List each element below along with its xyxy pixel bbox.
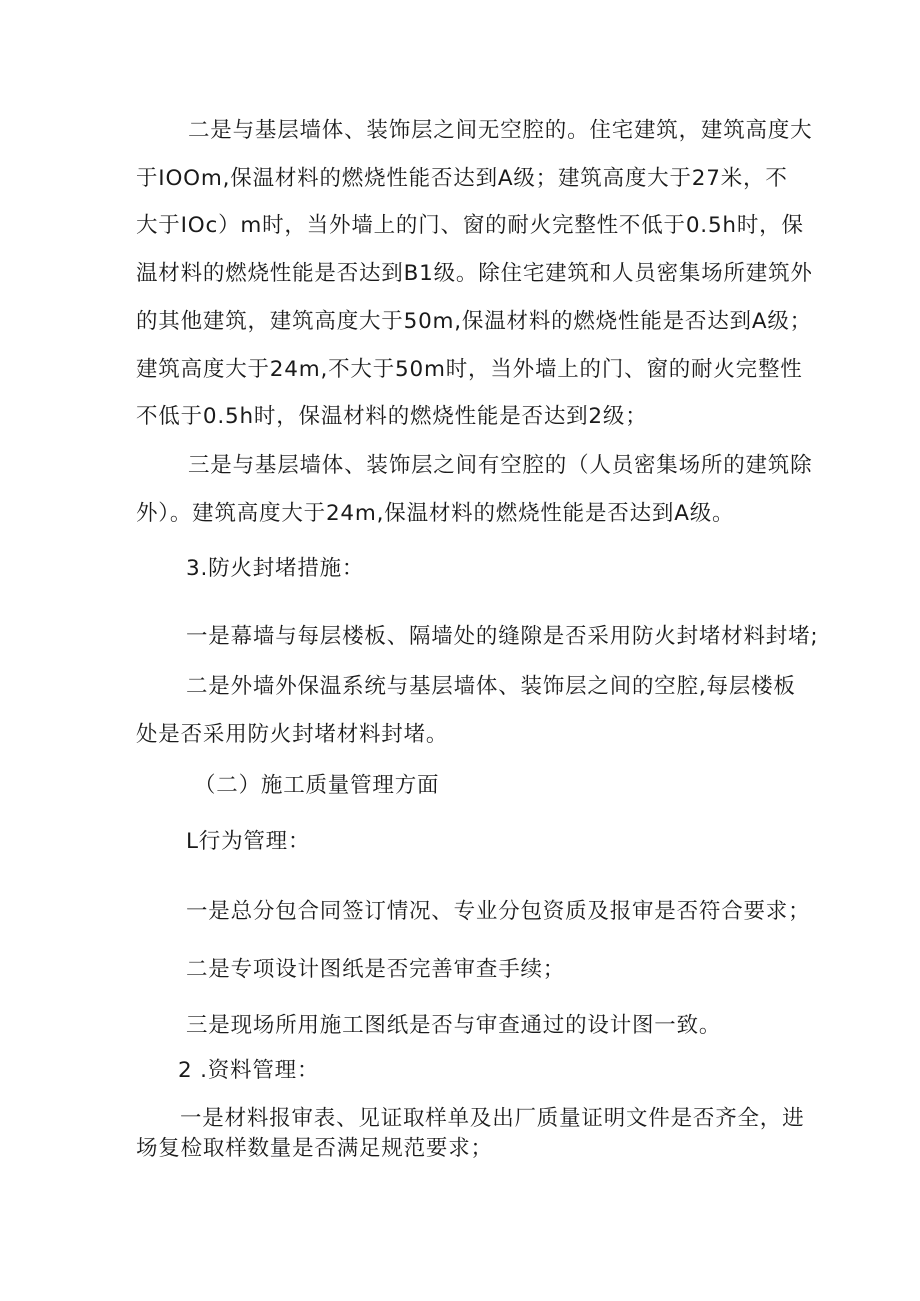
- paragraph-line: 大于IOc）m时，当外墙上的门、窗的耐火完整性不低于0.5h时，保: [136, 213, 804, 238]
- paragraph-line: 二是专项设计图纸是否完善审查手续；: [186, 957, 566, 982]
- paragraph-line: 处是否采用防火封堵材料封堵。: [136, 722, 449, 747]
- section-heading: （二）施工质量管理方面: [194, 773, 440, 798]
- paragraph-line: 二是与基层墙体、装饰层之间无空腔的。住宅建筑，建筑高度大: [188, 118, 813, 143]
- paragraph-line: 三是与基层墙体、装饰层之间有空腔的（人员密集场所的建筑除: [188, 453, 813, 478]
- section-heading: L行为管理：: [186, 829, 311, 854]
- paragraph-line: 建筑高度大于24m,不大于50m时，当外墙上的门、窗的耐火完整性: [136, 357, 803, 382]
- section-heading: 3.防火封堵措施：: [186, 556, 365, 581]
- paragraph-line: 外）。建筑高度大于24m,保温材料的燃烧性能是否达到A级。: [136, 501, 735, 526]
- section-heading: 2 .资料管理：: [178, 1058, 320, 1083]
- paragraph-line: 一是总分包合同签订情况、专业分包资质及报审是否符合要求；: [186, 899, 811, 924]
- paragraph-line: 二是外墙外保温系统与基层墙体、装饰层之间的空腔,每层楼板: [186, 674, 796, 699]
- paragraph-line: 三是现场所用施工图纸是否与审查通过的设计图一致。: [186, 1013, 722, 1038]
- paragraph-line: 不低于0.5h时，保温材料的燃烧性能是否达到2级；: [136, 404, 648, 429]
- paragraph-line: 的其他建筑，建筑高度大于50m,保温材料的燃烧性能是否达到A级；: [136, 309, 812, 334]
- paragraph-line: 一是幕墙与每层楼板、隔墙处的缝隙是否采用防火封堵材料封堵;: [186, 624, 819, 649]
- paragraph-line: 于IOOm,保温材料的燃烧性能否达到A级；建筑高度大于27米，不: [136, 166, 788, 191]
- paragraph-line: 场复检取样数量是否满足规范要求；: [136, 1136, 493, 1161]
- paragraph-line: 一是材料报审表、见证取样单及出厂质量证明文件是否齐全，进: [180, 1106, 805, 1131]
- paragraph-line: 温材料的燃烧性能是否达到B1级。除住宅建筑和人员密集场所建筑外: [136, 261, 813, 286]
